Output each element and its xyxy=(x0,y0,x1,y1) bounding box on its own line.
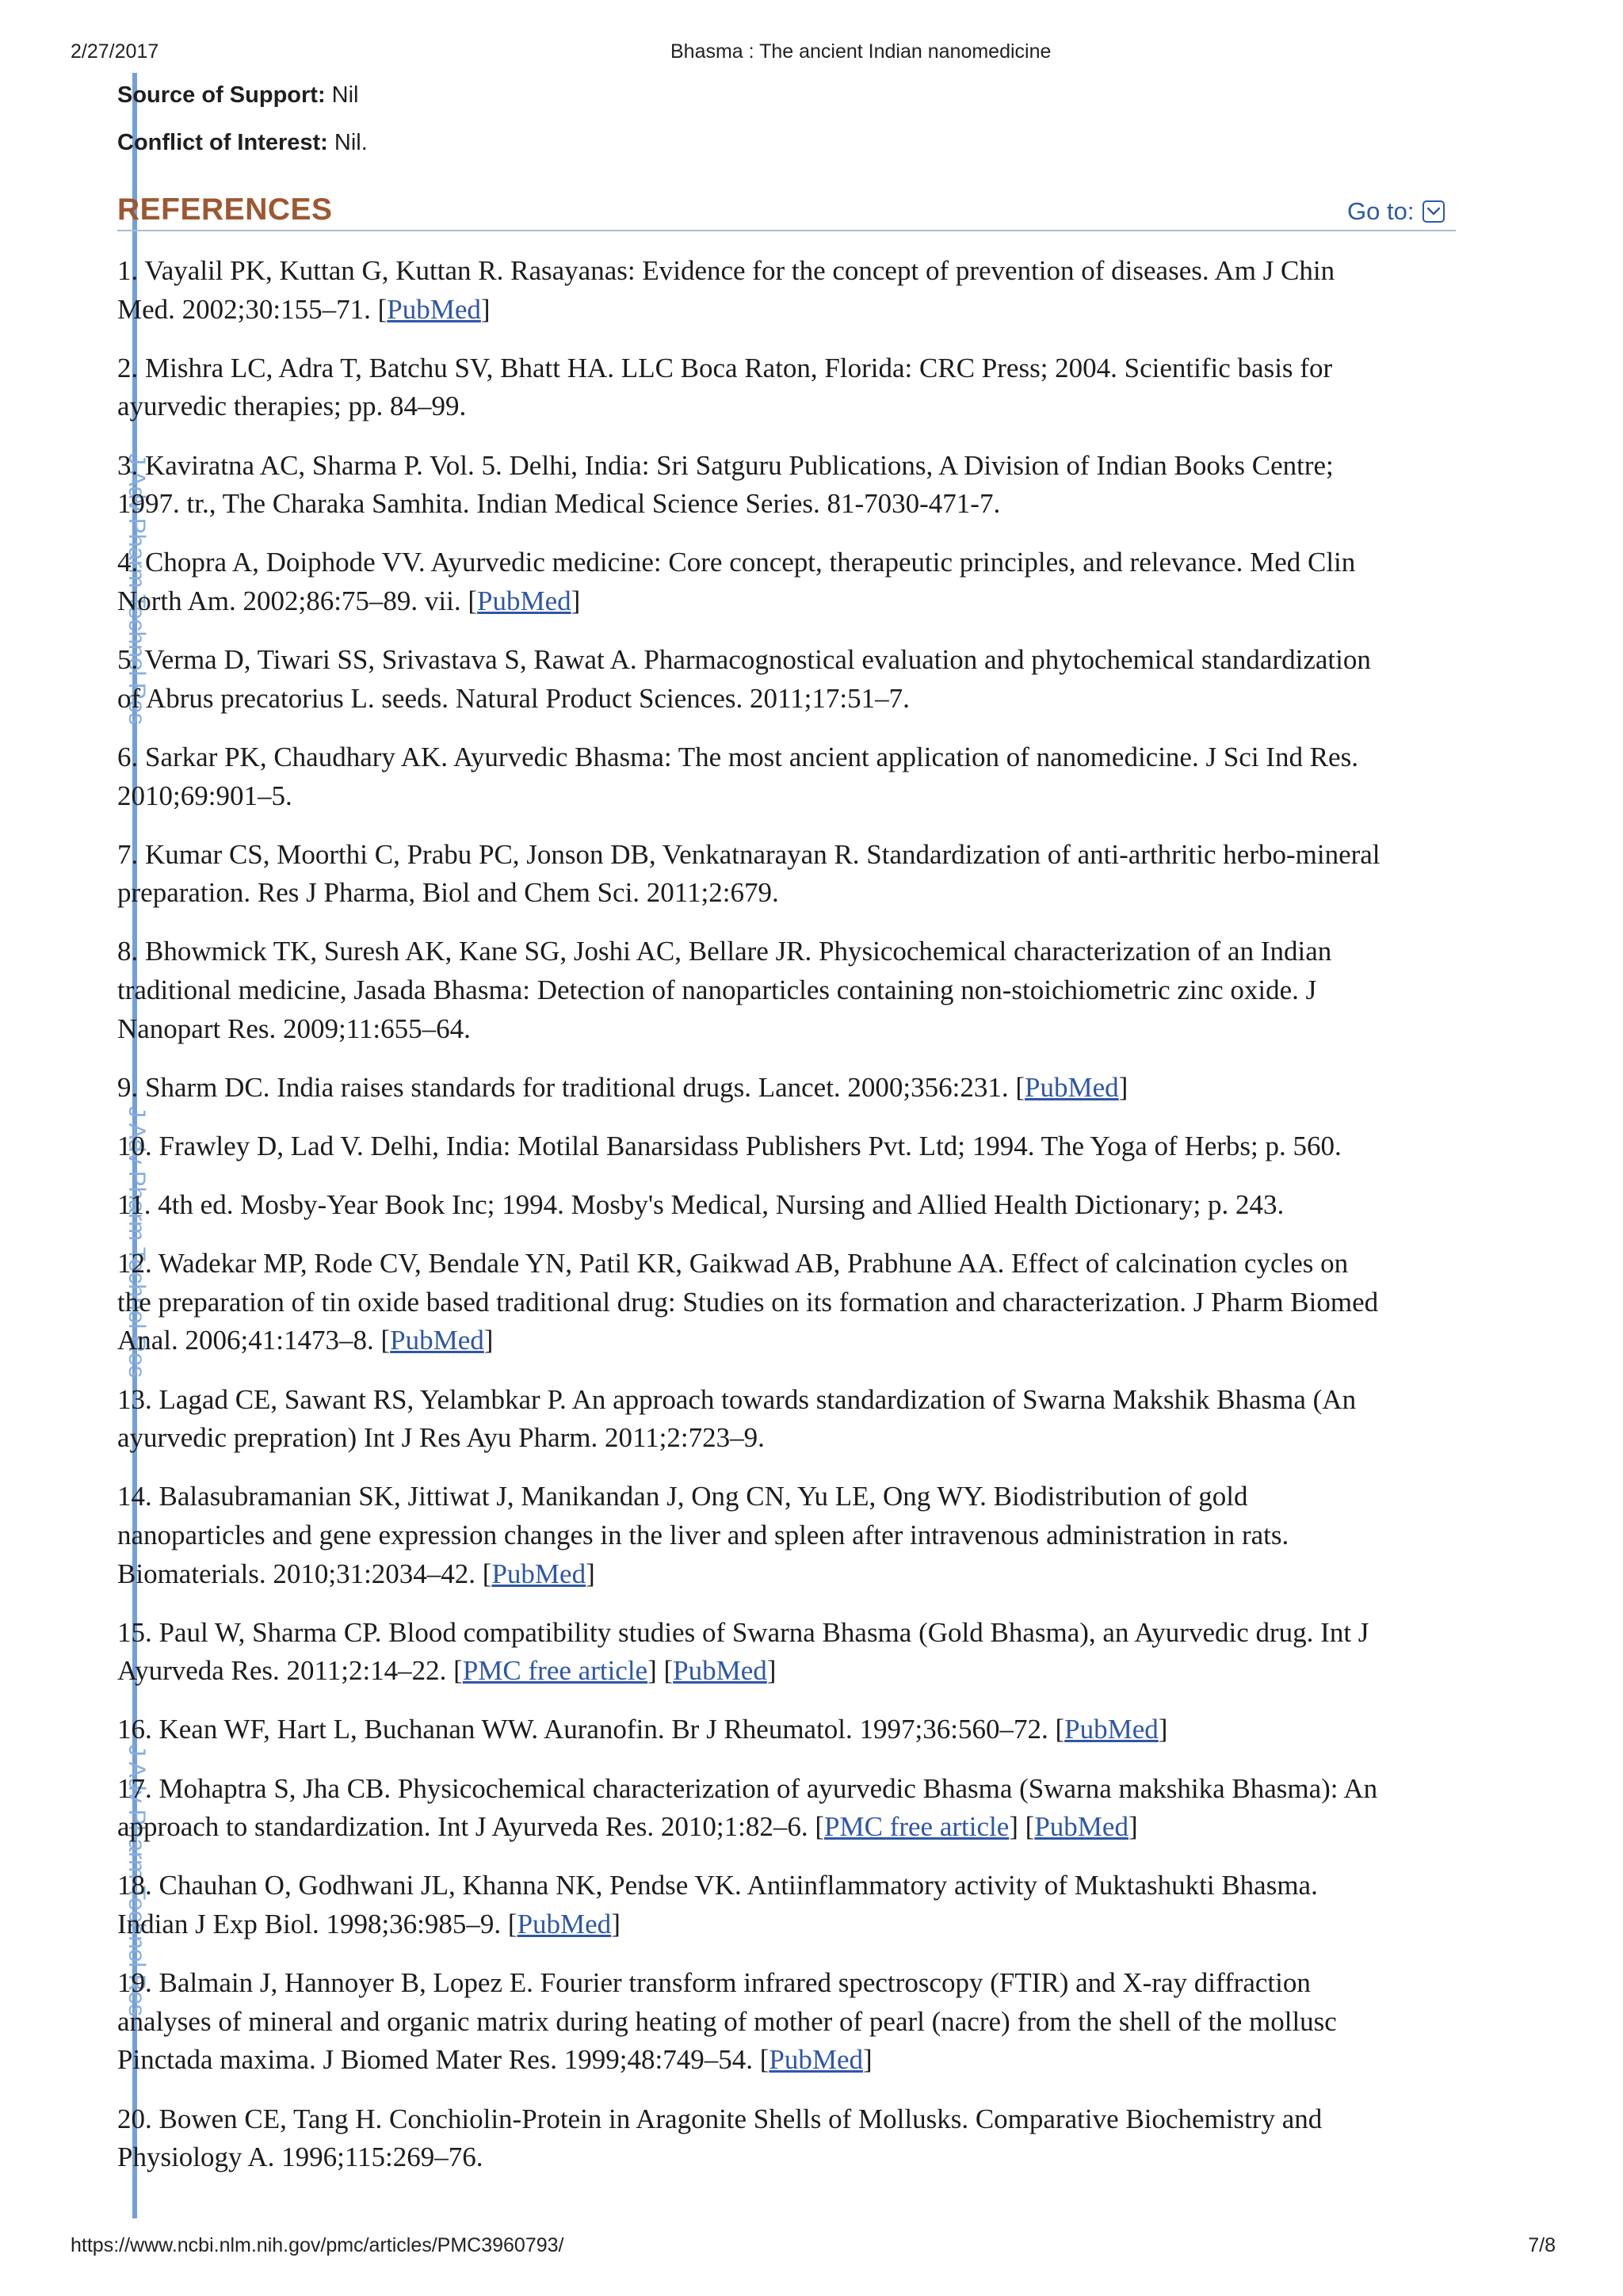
reference-item xyxy=(117,252,1528,329)
disclosure-value: Nil xyxy=(331,82,359,108)
reference-line: the preparation of tin oxide based traditional drug: Studies on its formation and characterization. J Pharm Biomed xyxy=(117,1286,1379,1318)
reference-item xyxy=(117,1381,1528,1458)
pubmed-link[interactable]: PubMed xyxy=(390,1325,484,1356)
reference-item xyxy=(117,641,1528,718)
source-of-support xyxy=(117,81,359,109)
goto-label: Go to: xyxy=(1347,197,1415,225)
reference-line: 12. Wadekar MP, Rode CV, Bendale YN, Patil KR, Gaikwad AB, Prabhune AA. Effect of calcination cycles on xyxy=(117,1248,1349,1280)
reference-line: Med. 2002;30:155–71. [PubMed] xyxy=(117,293,491,325)
reference-line: Physiology A. 1996;115:269–76. xyxy=(117,2142,483,2173)
chevron-down-icon xyxy=(1422,200,1445,223)
pubmed-link[interactable]: PubMed xyxy=(491,1558,586,1589)
reference-item xyxy=(117,1069,1528,1108)
reference-line: 8. Bhowmick TK, Suresh AK, Kane SG, Joshi AC, Bellare JR. Physicochemical characterization of an Indian xyxy=(117,936,1332,967)
pubmed-link[interactable]: PubMed xyxy=(1064,1714,1159,1745)
reference-item xyxy=(117,1770,1528,1847)
reference-item xyxy=(117,1711,1528,1749)
goto-button[interactable] xyxy=(1347,197,1445,226)
sidebar-journal-label: J Adv Pharm Technol Res xyxy=(124,1106,150,1378)
reference-item xyxy=(117,447,1528,524)
reference-line: ayurvedic therapies; pp. 84–99. xyxy=(117,391,467,422)
pubmed-link[interactable]: PubMed xyxy=(477,585,571,616)
reference-line: 5. Verma D, Tiwari SS, Srivastava S, Rawat A. Pharmacognostical evaluation and phytochemical standardization xyxy=(117,644,1371,676)
reference-line: Ayurveda Res. 2011;2:14–22. [PMC free article] [PubMed] xyxy=(117,1655,777,1687)
reference-line: traditional medicine, Jasada Bhasma: Detection of nanoparticles containing non-stoichiometric zinc oxide. J xyxy=(117,974,1317,1006)
reference-line: 10. Frawley D, Lad V. Delhi, India: Motilal Banarsidass Publishers Pvt. Ltd; 1994. The Yoga of Herbs; p. 560. xyxy=(117,1130,1342,1161)
reference-item xyxy=(117,349,1528,426)
reference-item xyxy=(117,1127,1528,1166)
reference-line: 3. Kaviratna AC, Sharma P. Vol. 5. Delhi, India: Sri Satguru Publications, A Division of Indian Books Centre; xyxy=(117,449,1334,481)
disclosure-value: Nil. xyxy=(334,130,368,155)
reference-line: 15. Paul W, Sharma CP. Blood compatibility studies of Swarna Bhasma (Gold Bhasma), an Ayurvedic drug. Int J xyxy=(117,1616,1369,1648)
sidebar-journal-label: J Adv Pharm Technol Res xyxy=(124,453,150,725)
reference-line: Pinctada maxima. J Biomed Mater Res. 1999;48:749–54. [PubMed] xyxy=(117,2044,873,2076)
pubmed-link[interactable]: PubMed xyxy=(1034,1811,1128,1843)
reference-item xyxy=(117,1186,1528,1225)
sidebar-journal-label: J Adv Pharm Technol Res xyxy=(124,1745,150,2016)
reference-item xyxy=(117,1478,1528,1593)
section-divider xyxy=(117,230,1456,231)
pubmed-link[interactable]: PubMed xyxy=(769,2044,864,2076)
reference-item xyxy=(117,1867,1528,1943)
reference-line: nanoparticles and gene expression changes in the liver and spleen after intravenous administration in rats. xyxy=(117,1519,1289,1550)
reference-line: 20. Bowen CE, Tang H. Conchiolin-Protein in Aragonite Shells of Mollusks. Comparative Biochemistry and xyxy=(117,2103,1323,2134)
reference-item xyxy=(117,738,1528,815)
reference-item xyxy=(117,836,1528,913)
pmc-free-article-link[interactable]: PMC free article xyxy=(824,1811,1010,1843)
reference-line: 2. Mishra LC, Adra T, Batchu SV, Bhatt HA. LLC Boca Raton, Florida: CRC Press; 2004. Scientific basis for xyxy=(117,352,1333,383)
pubmed-link[interactable]: PubMed xyxy=(1025,1071,1119,1103)
print-date: 2/27/2017 xyxy=(71,40,159,63)
conflict-of-interest xyxy=(117,128,368,157)
reference-item xyxy=(117,1964,1528,2080)
reference-item xyxy=(117,2100,1528,2177)
reference-line: ayurvedic prepration) Int J Res Ayu Pharm. 2011;2:723–9. xyxy=(117,1422,765,1454)
reference-line: 19. Balmain J, Hannoyer B, Lopez E. Fourier transform infrared spectroscopy (FTIR) and X-ray diffraction xyxy=(117,1967,1311,1999)
reference-line: 7. Kumar CS, Moorthi C, Prabu PC, Jonson DB, Venkatnarayan R. Standardization of anti-arthritic herbo-mineral xyxy=(117,838,1381,870)
reference-line: 4. Chopra A, Doiphode VV. Ayurvedic medicine: Core concept, therapeutic principles, and relevance. Med Clin xyxy=(117,547,1356,578)
reference-line: of Abrus precatorius L. seeds. Natural Product Sciences. 2011;17:51–7. xyxy=(117,682,910,714)
pubmed-link[interactable]: PubMed xyxy=(387,293,481,325)
reference-line: 2010;69:901–5. xyxy=(117,780,292,811)
reference-line: 18. Chauhan O, Godhwani JL, Khanna NK, Pendse VK. Antiinflammatory activity of Muktashukti Bhasma. xyxy=(117,1870,1318,1901)
disclosure-label: Conflict of Interest: xyxy=(117,130,328,155)
reference-item xyxy=(117,1245,1528,1360)
print-url: https://www.ncbi.nlm.nih.gov/pmc/articles/PMC3960793/ xyxy=(71,2234,564,2256)
reference-line: 14. Balasubramanian SK, Jittiwat J, Manikandan J, Ong CN, Yu LE, Ong WY. Biodistribution of gold xyxy=(117,1481,1248,1512)
reference-line: 1. Vayalil PK, Kuttan G, Kuttan R. Rasayanas: Evidence for the concept of prevention of diseases. Am J Chin xyxy=(117,255,1335,286)
reference-line: Anal. 2006;41:1473–8. [PubMed] xyxy=(117,1325,494,1356)
reference-list xyxy=(117,252,1528,2197)
reference-line: Indian J Exp Biol. 1998;36:985–9. [PubMed] xyxy=(117,1909,621,1940)
references-heading: REFERENCES xyxy=(117,193,333,227)
reference-item xyxy=(117,933,1528,1048)
reference-line: 13. Lagad CE, Sawant RS, Yelambkar P. An approach towards standardization of Swarna Makshik Bhasma (An xyxy=(117,1383,1357,1415)
disclosure-label: Source of Support: xyxy=(117,82,326,108)
print-title: Bhasma : The ancient Indian nanomedicine xyxy=(670,40,1052,63)
reference-line: Nanopart Res. 2009;11:655–64. xyxy=(117,1013,471,1044)
print-page-number: 7/8 xyxy=(1528,2234,1556,2256)
reference-line: North Am. 2002;86:75–89. vii. [PubMed] xyxy=(117,585,581,616)
reference-line: 11. 4th ed. Mosby-Year Book Inc; 1994. Mosby's Medical, Nursing and Allied Health Dictionary; p. 243. xyxy=(117,1188,1285,1220)
reference-item xyxy=(117,1614,1528,1691)
reference-line: 1997. tr., The Charaka Samhita. Indian Medical Science Series. 81-7030-471-7. xyxy=(117,488,1001,520)
reference-line: approach to standardization. Int J Ayurveda Res. 2010;1:82–6. [PMC free article] [PubMed] xyxy=(117,1811,1138,1843)
reference-line: 6. Sarkar PK, Chaudhary AK. Ayurvedic Bhasma: The most ancient application of nanomedicine. J Sci Ind Res. xyxy=(117,741,1358,772)
reference-line: Biomaterials. 2010;31:2034–42. [PubMed] xyxy=(117,1558,595,1589)
pubmed-link[interactable]: PubMed xyxy=(517,1909,612,1940)
pmc-free-article-link[interactable]: PMC free article xyxy=(462,1655,648,1687)
reference-line: preparation. Res J Pharma, Biol and Chem Sci. 2011;2:679. xyxy=(117,877,779,909)
reference-line: 16. Kean WF, Hart L, Buchanan WW. Auranofin. Br J Rheumatol. 1997;36:560–72. [PubMed] xyxy=(117,1714,1168,1745)
reference-line: 9. Sharm DC. India raises standards for traditional drugs. Lancet. 2000;356:231. [PubMed] xyxy=(117,1071,1128,1103)
reference-line: analyses of mineral and organic matrix during heating of mother of pearl (nacre) from the shell of the mollusc xyxy=(117,2005,1337,2037)
pubmed-link[interactable]: PubMed xyxy=(673,1655,767,1687)
reference-line: 17. Mohaptra S, Jha CB. Physicochemical characterization of ayurvedic Bhasma (Swarna makshika Bhasma): An xyxy=(117,1772,1378,1804)
reference-item xyxy=(117,543,1528,620)
